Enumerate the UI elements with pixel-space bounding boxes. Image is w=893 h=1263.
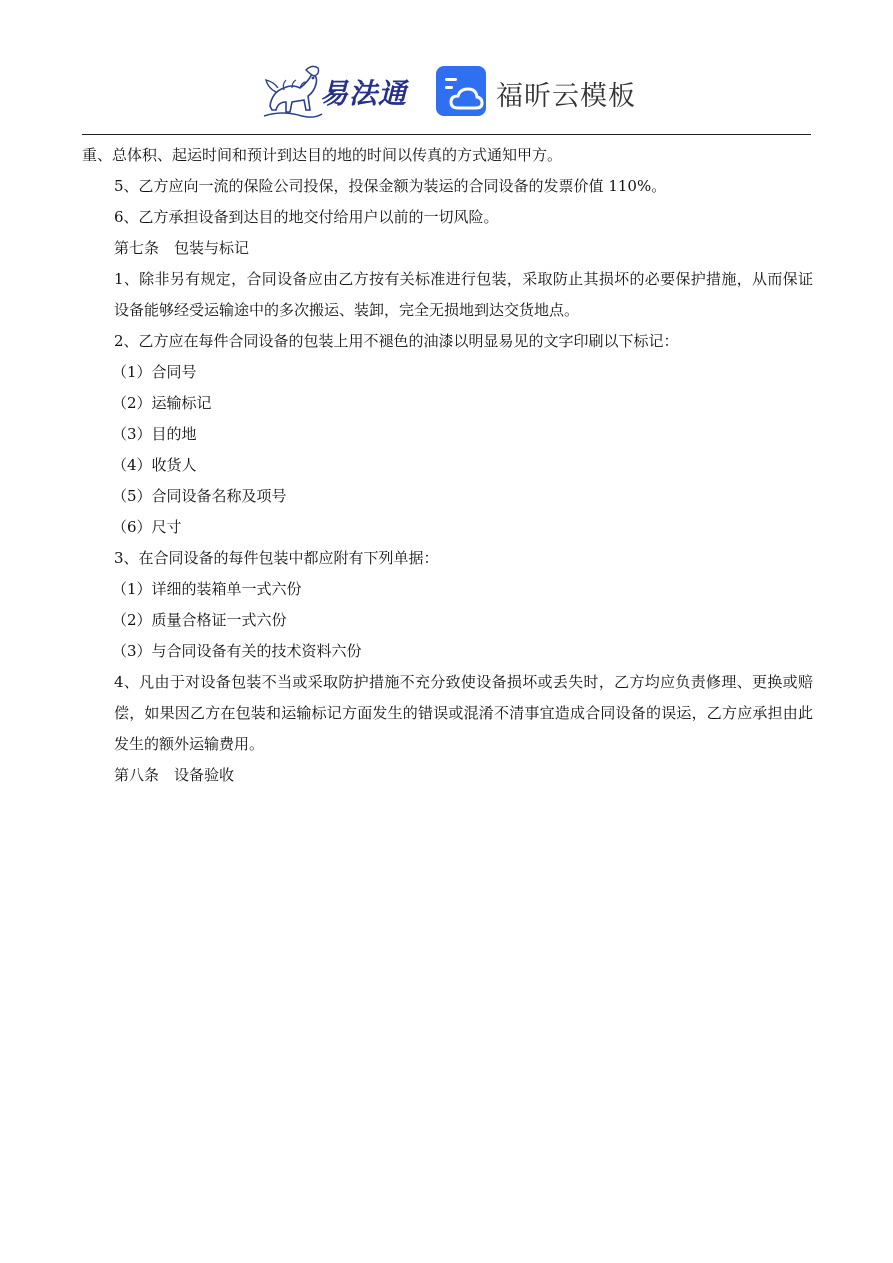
document-item: （1）详细的装箱单一式六份 <box>112 580 302 598</box>
clause-documents: 3、在合同设备的每件包装中都应附有下列单据： <box>114 549 439 567</box>
cloud-document-icon <box>436 66 486 116</box>
yifatong-brand <box>262 62 412 120</box>
article-7-heading: 第七条 包装与标记 <box>114 239 250 257</box>
clause-liability: 4、凡由于对设备包装不当或采取防护措施不充分致使设备损坏或丢失时，乙方均应负责修理、更换或赔偿，如果因乙方在包装和运输标记方面发生的错误或混淆不清事宜造成合同设备的误运，乙方应承担由此发生的额外运输费用。 <box>114 673 813 753</box>
marking-item: （6）尺寸 <box>112 518 182 536</box>
paragraph-continued: 重、总体积、起运时间和预计到达目的地的时间以传真的方式通知甲方。 <box>82 146 563 164</box>
article-8-heading: 第八条 设备验收 <box>114 766 235 784</box>
page-header <box>0 0 893 136</box>
document-body <box>82 140 813 791</box>
marking-item: （4）收货人 <box>112 456 197 474</box>
foxit-template-brand-name: 福昕云模板 <box>496 81 636 112</box>
yifatong-brand-name: 易法通 <box>320 77 408 110</box>
document-item: （3）与合同设备有关的技术资料六份 <box>112 642 362 660</box>
marking-item: （3）目的地 <box>112 425 197 443</box>
foxit-template-brand <box>436 66 656 118</box>
marking-item: （5）合同设备名称及项号 <box>112 487 287 505</box>
clause-packing: 1、除非另有规定，合同设备应由乙方按有关标准进行包装，采取防止其损坏的必要保护措施，从而保证设备能够经受运输途中的多次搬运、装卸，完全无损地到达交货地点。 <box>114 270 813 319</box>
marking-item: （2）运输标记 <box>112 394 212 412</box>
header-divider <box>82 134 811 135</box>
marking-item: （1）合同号 <box>112 363 197 381</box>
qilin-logo-icon <box>262 62 324 120</box>
clause-marking: 2、乙方应在每件合同设备的包装上用不褪色的油漆以明显易见的文字印刷以下标记： <box>114 332 679 350</box>
clause-risk: 6、乙方承担设备到达目的地交付给用户以前的一切风险。 <box>114 208 499 226</box>
clause-insurance: 5、乙方应向一流的保险公司投保，投保金额为装运的合同设备的发票价值 110%。 <box>114 177 667 195</box>
document-item: （2）质量合格证一式六份 <box>112 611 287 629</box>
